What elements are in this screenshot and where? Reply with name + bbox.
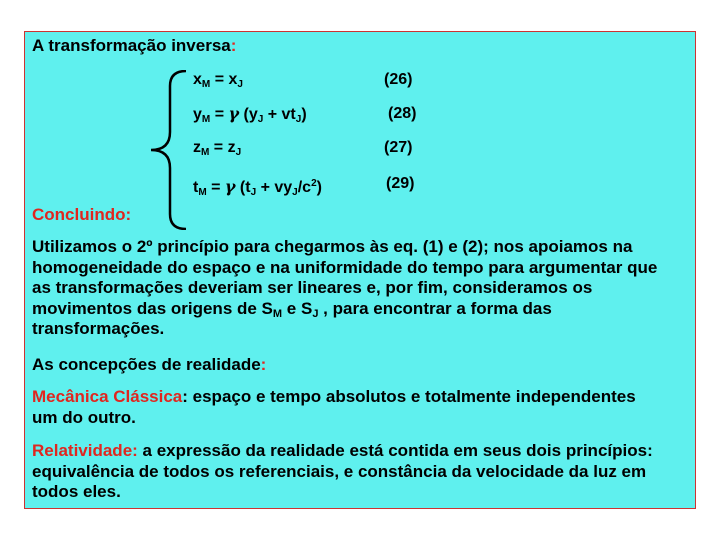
left-brace (148, 70, 192, 230)
mecanica-classica-paragraph: Mecânica Clássica: espaço e tempo absolutos e totalmente independentes um do outro. (32, 387, 636, 427)
heading-colon: : (230, 36, 237, 55)
equation-number-29: (29) (386, 175, 415, 192)
conclusion-paragraph: Utilizamos o 2º princípio para chegarmos às eq. (1) e (2); nos apoiamos na homogeneidade do espaço e na uniformidade do tempo para argumentar que as transformações deveriam ser lineares e, por fim, consideramos os movimentos das origens de $S_M$ e $S_J$ , para encontrar a forma das transformações. (32, 237, 658, 338)
equation-28: $y_M = \gamma$ $(y_J + vt_J)$ (193, 104, 307, 125)
relatividade-label: Relatividade: (32, 441, 138, 460)
equation-number-27: (27) (384, 139, 413, 156)
equation-number-28: (28) (388, 105, 417, 122)
gamma-symbol: γ (228, 104, 240, 123)
mecanica-classica-label: Mecânica Clássica (32, 387, 183, 406)
equation-26: $x_M = x_J$ (193, 71, 243, 90)
concluindo-heading: Concluindo: (32, 205, 132, 224)
relatividade-paragraph: Relatividade: a expressão da realidade está contida em seus dois princípios: equivalência de todos os referenciais, e constância da velocidade da luz em todos eles. (32, 441, 653, 501)
gamma-symbol: γ (224, 177, 236, 196)
equation-27: $z_M = z_J$ (193, 139, 242, 158)
inverse-transformation-heading (32, 36, 236, 56)
heading-text: A transformação inversa (32, 36, 231, 55)
equation-29: $t_M = \gamma$ $(t_J + vy_J/c^2)$ (193, 177, 322, 198)
equation-number-26: (26) (384, 71, 413, 88)
concepcoes-heading: As concepções de realidade: (32, 355, 267, 374)
